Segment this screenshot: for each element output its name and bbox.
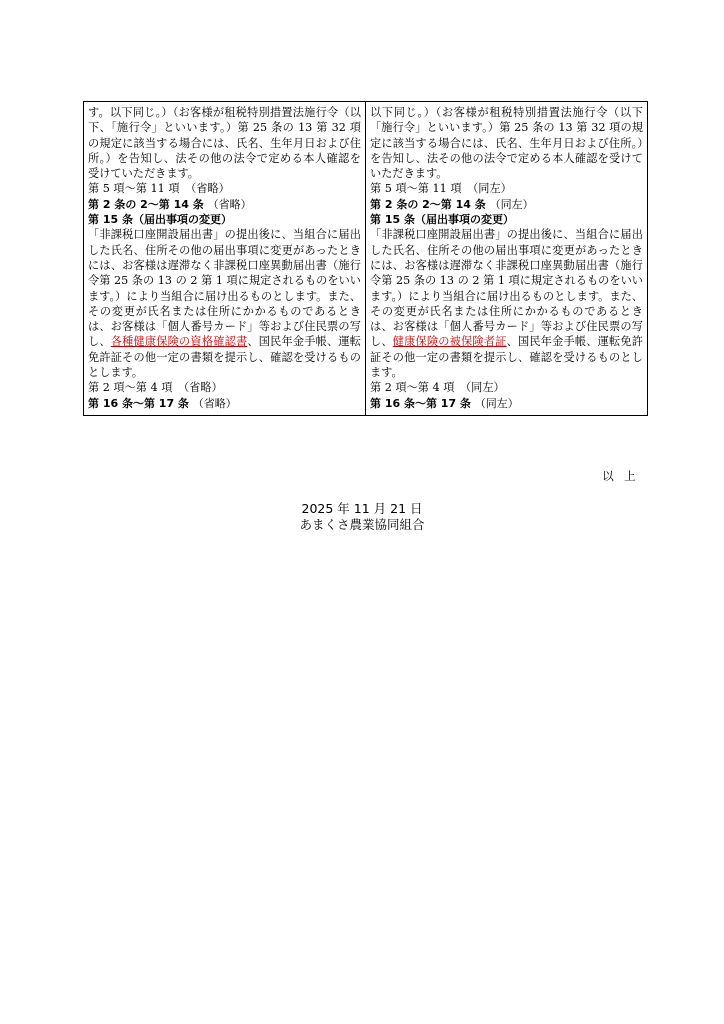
right-article-15-text-after: 、国民年金手帳、運転免許証その他一定の書類を提示し、確認を受けるものとします。 <box>370 335 643 380</box>
left-paragraph-items-5-11: 第 5 項〜第 11 項 （省略） <box>88 182 230 196</box>
right-column <box>366 102 648 416</box>
left-paragraph-identity: す。以下同じ。）（お客様が租税特別措置法施行令（以下、「施行令」といいます。）第 25 条の 13 第 32 項の規定に該当する場合には、氏名、生年月日および住所。）を告知し、法その他の法令で定める本人確認を受けていただきます。 <box>88 106 361 181</box>
left-heading-article-2-14 <box>88 197 361 212</box>
right-heading-article-16-17 <box>370 396 643 411</box>
left-article-15-text-after: 、国民年金手帳、運転免許証その他一定の書類を提示し、確認を受けるものとします。 <box>88 335 361 380</box>
left-paragraph-article-15 <box>88 227 361 380</box>
left-heading-article-16-17 <box>88 396 361 411</box>
closing-mark: 以上 <box>602 469 646 483</box>
left-paragraph-items-2-4: 第 2 項〜第 4 項 （省略） <box>88 381 223 395</box>
left-heading-article-2-14-label: 第 2 条の 2〜第 14 条 <box>88 197 204 211</box>
right-paragraph-items-2-4: 第 2 項〜第 4 項 （同左） <box>370 381 505 395</box>
right-heading-article-2-14-note: （同左） <box>489 197 534 211</box>
left-heading-article-16-17-note: （省略） <box>192 396 237 410</box>
left-heading-article-2-14-note: （省略） <box>207 197 252 211</box>
footer-date: 2025 年 11 月 21 日 <box>301 501 423 516</box>
left-column <box>84 102 366 416</box>
comparison-table <box>83 101 648 416</box>
left-article-15-text-before: 「非課税口座開設届出書」の提出後に、当組合に届出した氏名、住所その他の届出事項に変更があったときには、お客様は遅滞なく非課税口座異動届出書（施行令第 25 条の 13 の 2 第 1 項に規定されるものをいいます。）により当組合に届け出るものとします。また、その変更が氏名または住所にかかるものであるときは、お客様は「個人番号カード」等および住民票の写し、 <box>88 228 361 349</box>
left-heading-article-15: 第 15 条（届出事項の変更） <box>88 213 232 227</box>
right-paragraph-article-15 <box>370 227 643 380</box>
right-highlight-changed-text: 健康保険の被保険者証 <box>392 335 507 349</box>
footer-organization: あまくさ農業協同組合 <box>299 517 425 532</box>
right-heading-article-16-17-note: （同左） <box>474 396 519 410</box>
table-row <box>84 102 648 416</box>
left-highlight-changed-text: 各種健康保険の資格確認書 <box>110 335 248 349</box>
right-heading-article-15: 第 15 条（届出事項の変更） <box>370 213 514 227</box>
right-heading-article-2-14-label: 第 2 条の 2〜第 14 条 <box>370 197 486 211</box>
left-heading-article-16-17-label: 第 16 条〜第 17 条 <box>88 396 189 410</box>
right-article-15-text-before: 「非課税口座開設届出書」の提出後に、当組合に届出した氏名、住所その他の届出事項に変更があったときには、お客様は遅滞なく非課税口座異動届出書（施行令第 25 条の 13 の 2 第 1 項に規定されるものをいいます。）により当組合に届け出るものとします。また、その変更が氏名または住所にかかるものであるときは、お客様は「個人番号カード」等および住民票の写し、 <box>370 228 643 349</box>
right-heading-article-16-17-label: 第 16 条〜第 17 条 <box>370 396 471 410</box>
right-heading-article-2-14 <box>370 197 643 212</box>
right-paragraph-items-5-11: 第 5 項〜第 11 項 （同左） <box>370 182 512 196</box>
right-paragraph-identity: 以下同じ。）（お客様が租税特別措置法施行令（以下「施行令」といいます。）第 25 条の 13 第 32 項の規定に該当する場合には、氏名、生年月日および住所。）を告知し、法その他の法令で定める本人確認を受けていただきます。 <box>370 106 643 181</box>
